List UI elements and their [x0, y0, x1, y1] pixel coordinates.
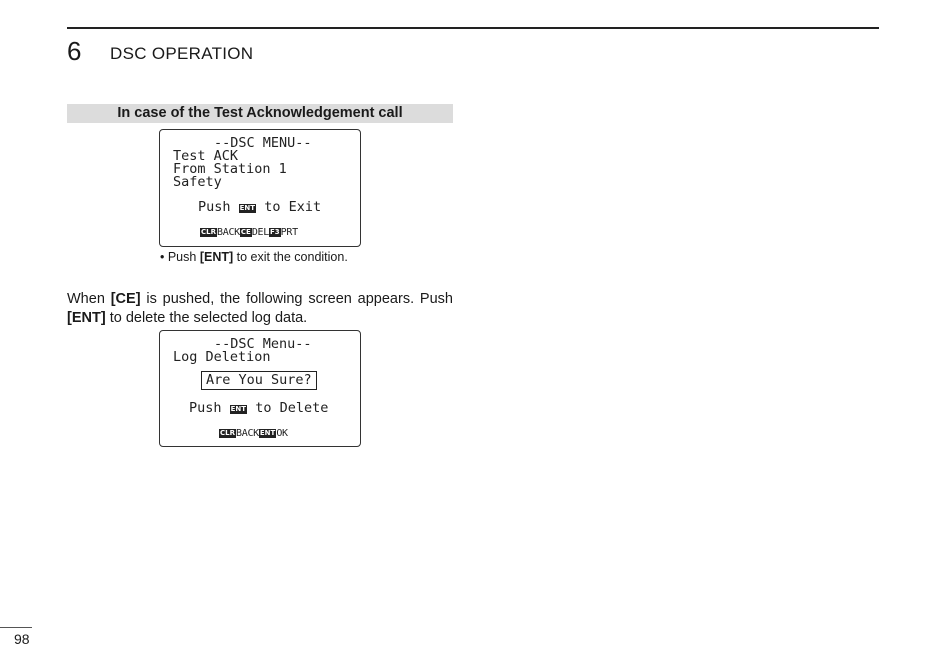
footer-rule	[0, 627, 32, 628]
lcd-push-instruction	[189, 402, 328, 415]
lcd-softkey-row	[200, 227, 298, 238]
key-reference: [ENT]	[67, 309, 106, 326]
softkey-ok-label: OK	[276, 428, 288, 439]
lcd-confirm-box: Are You Sure?	[201, 371, 317, 390]
lcd-screen-log-deletion	[159, 330, 361, 447]
ent-key-icon: ENT	[239, 204, 256, 212]
f3-key-icon: F3	[269, 228, 280, 236]
lcd-softkey-row	[219, 428, 288, 439]
key-reference: [CE]	[110, 291, 141, 307]
ent-key-icon: ENT	[259, 429, 276, 437]
section-heading: In case of the Test Acknowledgement call	[67, 104, 453, 123]
lcd-push-instruction	[198, 201, 321, 214]
lcd-screen-test-ack	[159, 129, 361, 247]
push-action-text: to Exit	[256, 199, 322, 215]
top-rule	[67, 27, 879, 29]
clr-key-icon: CLR	[201, 228, 216, 236]
note-exit-condition: • Push [ENT] to exit the condition.	[160, 250, 348, 264]
lcd-menu-title: --DSC Menu--	[214, 336, 312, 352]
lcd-line-from-station: From Station 1	[173, 161, 287, 177]
lcd-menu-title: --DSC MENU--	[214, 135, 312, 151]
lcd-line-log-deletion: Log Deletion	[173, 349, 271, 365]
lcd-line-category: Safety	[173, 174, 222, 190]
ce-key-icon: CE	[240, 228, 251, 236]
clr-key-icon: CLR	[220, 429, 235, 437]
key-reference: [ENT]	[199, 250, 234, 264]
ent-key-icon: ENT	[230, 405, 247, 413]
softkey-back-label: BACK	[217, 227, 240, 238]
push-action-text: to Delete	[247, 400, 329, 416]
page-number: 98	[14, 631, 30, 647]
lcd-line-test-ack: Test ACK	[173, 148, 239, 164]
chapter-title: DSC OPERATION	[110, 44, 254, 63]
softkey-prt-label: PRT	[280, 227, 298, 238]
push-text: Push	[189, 400, 230, 416]
push-text: Push	[198, 199, 239, 215]
chapter-number: 6	[67, 36, 82, 66]
body-paragraph: When [CE] is pushed, the following screen appears. Push [ENT] to delete the selected log data.	[67, 291, 453, 326]
softkey-del-label: DEL	[251, 227, 269, 238]
softkey-back-label: BACK	[236, 428, 259, 439]
